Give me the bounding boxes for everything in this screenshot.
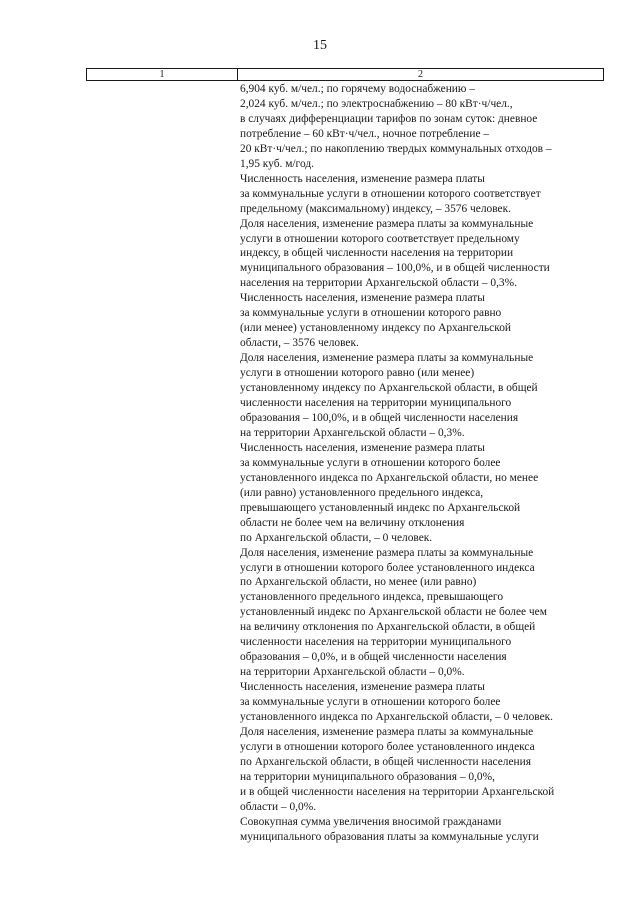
text-line: муниципального образования – 100,0%, и в общей численности bbox=[240, 262, 550, 275]
text-line: на территории Архангельской области – 0,3%. bbox=[240, 426, 465, 439]
text-line: Доля населения, изменение размера платы за коммунальные bbox=[240, 546, 534, 559]
text-line: области, – 3576 человек. bbox=[240, 337, 359, 350]
text-line: по Архангельской области, в общей численности населения bbox=[240, 755, 531, 768]
text-line: индексу, в общей численности населения на территории bbox=[240, 247, 514, 260]
text-line: области – 0,0%. bbox=[240, 800, 317, 813]
text-line: области не более чем на величину отклонения bbox=[240, 516, 465, 529]
text-line: установленному индексу по Архангельской области, в общей bbox=[240, 382, 538, 395]
text-line: за коммунальные услуги в отношении которого равно bbox=[240, 307, 502, 320]
text-line: 20 кВт·ч/чел.; по накоплению твердых коммунальных отходов – bbox=[240, 142, 552, 155]
text-line: на территории муниципального образования – 0,0%, bbox=[240, 770, 495, 783]
text-line: Численность населения, изменение размера платы bbox=[240, 292, 485, 305]
text-line: по Архангельской области, – 0 человек. bbox=[240, 531, 433, 544]
text-line: за коммунальные услуги в отношении которого более bbox=[240, 696, 501, 709]
text-line: на территории Архангельской области – 0,0%. bbox=[240, 666, 465, 679]
text-line: 6,904 куб. м/чел.; по горячему водоснабжению – bbox=[240, 83, 475, 95]
text-line: установленный индекс по Архангельской области не более чем bbox=[240, 606, 547, 619]
text-line: в случаях дифференциации тарифов по зонам суток: дневное bbox=[240, 112, 538, 125]
text-line: численности населения на территории муниципального bbox=[240, 636, 512, 649]
text-line: численности населения на территории муниципального bbox=[240, 397, 512, 410]
text-line: 1,95 куб. м/год. bbox=[240, 157, 314, 170]
text-line: муниципального образования платы за коммунальные услуги bbox=[240, 830, 539, 843]
text-line: Численность населения, изменение размера платы bbox=[240, 441, 485, 454]
text-line: Численность населения, изменение размера платы bbox=[240, 172, 485, 185]
text-line: Доля населения, изменение размера платы за коммунальные bbox=[240, 352, 534, 365]
table-header-col-1: 1 bbox=[87, 69, 238, 80]
text-line: образования – 100,0%, и в общей численности населения bbox=[240, 411, 519, 424]
text-line: и в общей численности населения на территории Архангельской bbox=[240, 785, 555, 798]
text-line: установленного индекса по Архангельской области, но менее bbox=[240, 471, 539, 484]
table-header-col-2: 2 bbox=[418, 69, 423, 80]
text-line: за коммунальные услуги в отношении которого соответствует bbox=[240, 187, 541, 200]
text-line: установленного индекса по Архангельской области, – 0 человек. bbox=[240, 711, 554, 724]
text-line: 2,024 куб. м/чел.; по электроснабжению – 80 кВт·ч/чел., bbox=[240, 97, 513, 110]
text-line: (или равно) установленного предельного индекса, bbox=[240, 486, 484, 499]
table-header-row bbox=[86, 68, 604, 81]
text-line: на величину отклонения по Архангельской области, в общей bbox=[240, 621, 536, 634]
text-line: установленного предельного индекса, превышающего bbox=[240, 591, 504, 604]
text-line: (или менее) установленному индексу по Архангельской bbox=[240, 322, 511, 335]
text-line: Численность населения, изменение размера платы bbox=[240, 681, 485, 694]
text-line: услуги в отношении которого более установленного индекса bbox=[240, 740, 535, 753]
text-line: услуги в отношении которого равно (или менее) bbox=[240, 367, 475, 380]
text-line: по Архангельской области, но менее (или равно) bbox=[240, 576, 477, 589]
text-line: Доля населения, изменение размера платы за коммунальные bbox=[240, 725, 534, 738]
text-line: услуги в отношении которого соответствует предельному bbox=[240, 232, 520, 245]
text-line: Совокупная сумма увеличения вносимой гражданами bbox=[240, 815, 502, 828]
text-line: населения на территории Архангельской области – 0,3%. bbox=[240, 277, 517, 290]
page-number: 15 bbox=[313, 38, 327, 53]
document-body-text bbox=[240, 82, 605, 845]
text-line: услуги в отношении которого более установленного индекса bbox=[240, 561, 535, 574]
text-line: превышающего установленный индекс по Архангельской bbox=[240, 501, 521, 514]
text-line: Доля населения, изменение размера платы за коммунальные bbox=[240, 217, 534, 230]
text-line: потребление – 60 кВт·ч/чел., ночное потребление – bbox=[240, 127, 490, 140]
text-line: предельному (максимальному) индексу, – 3576 человек. bbox=[240, 202, 511, 215]
text-line: за коммунальные услуги в отношении которого более bbox=[240, 456, 501, 469]
text-line: образования – 0,0%, и в общей численности населения bbox=[240, 651, 507, 664]
